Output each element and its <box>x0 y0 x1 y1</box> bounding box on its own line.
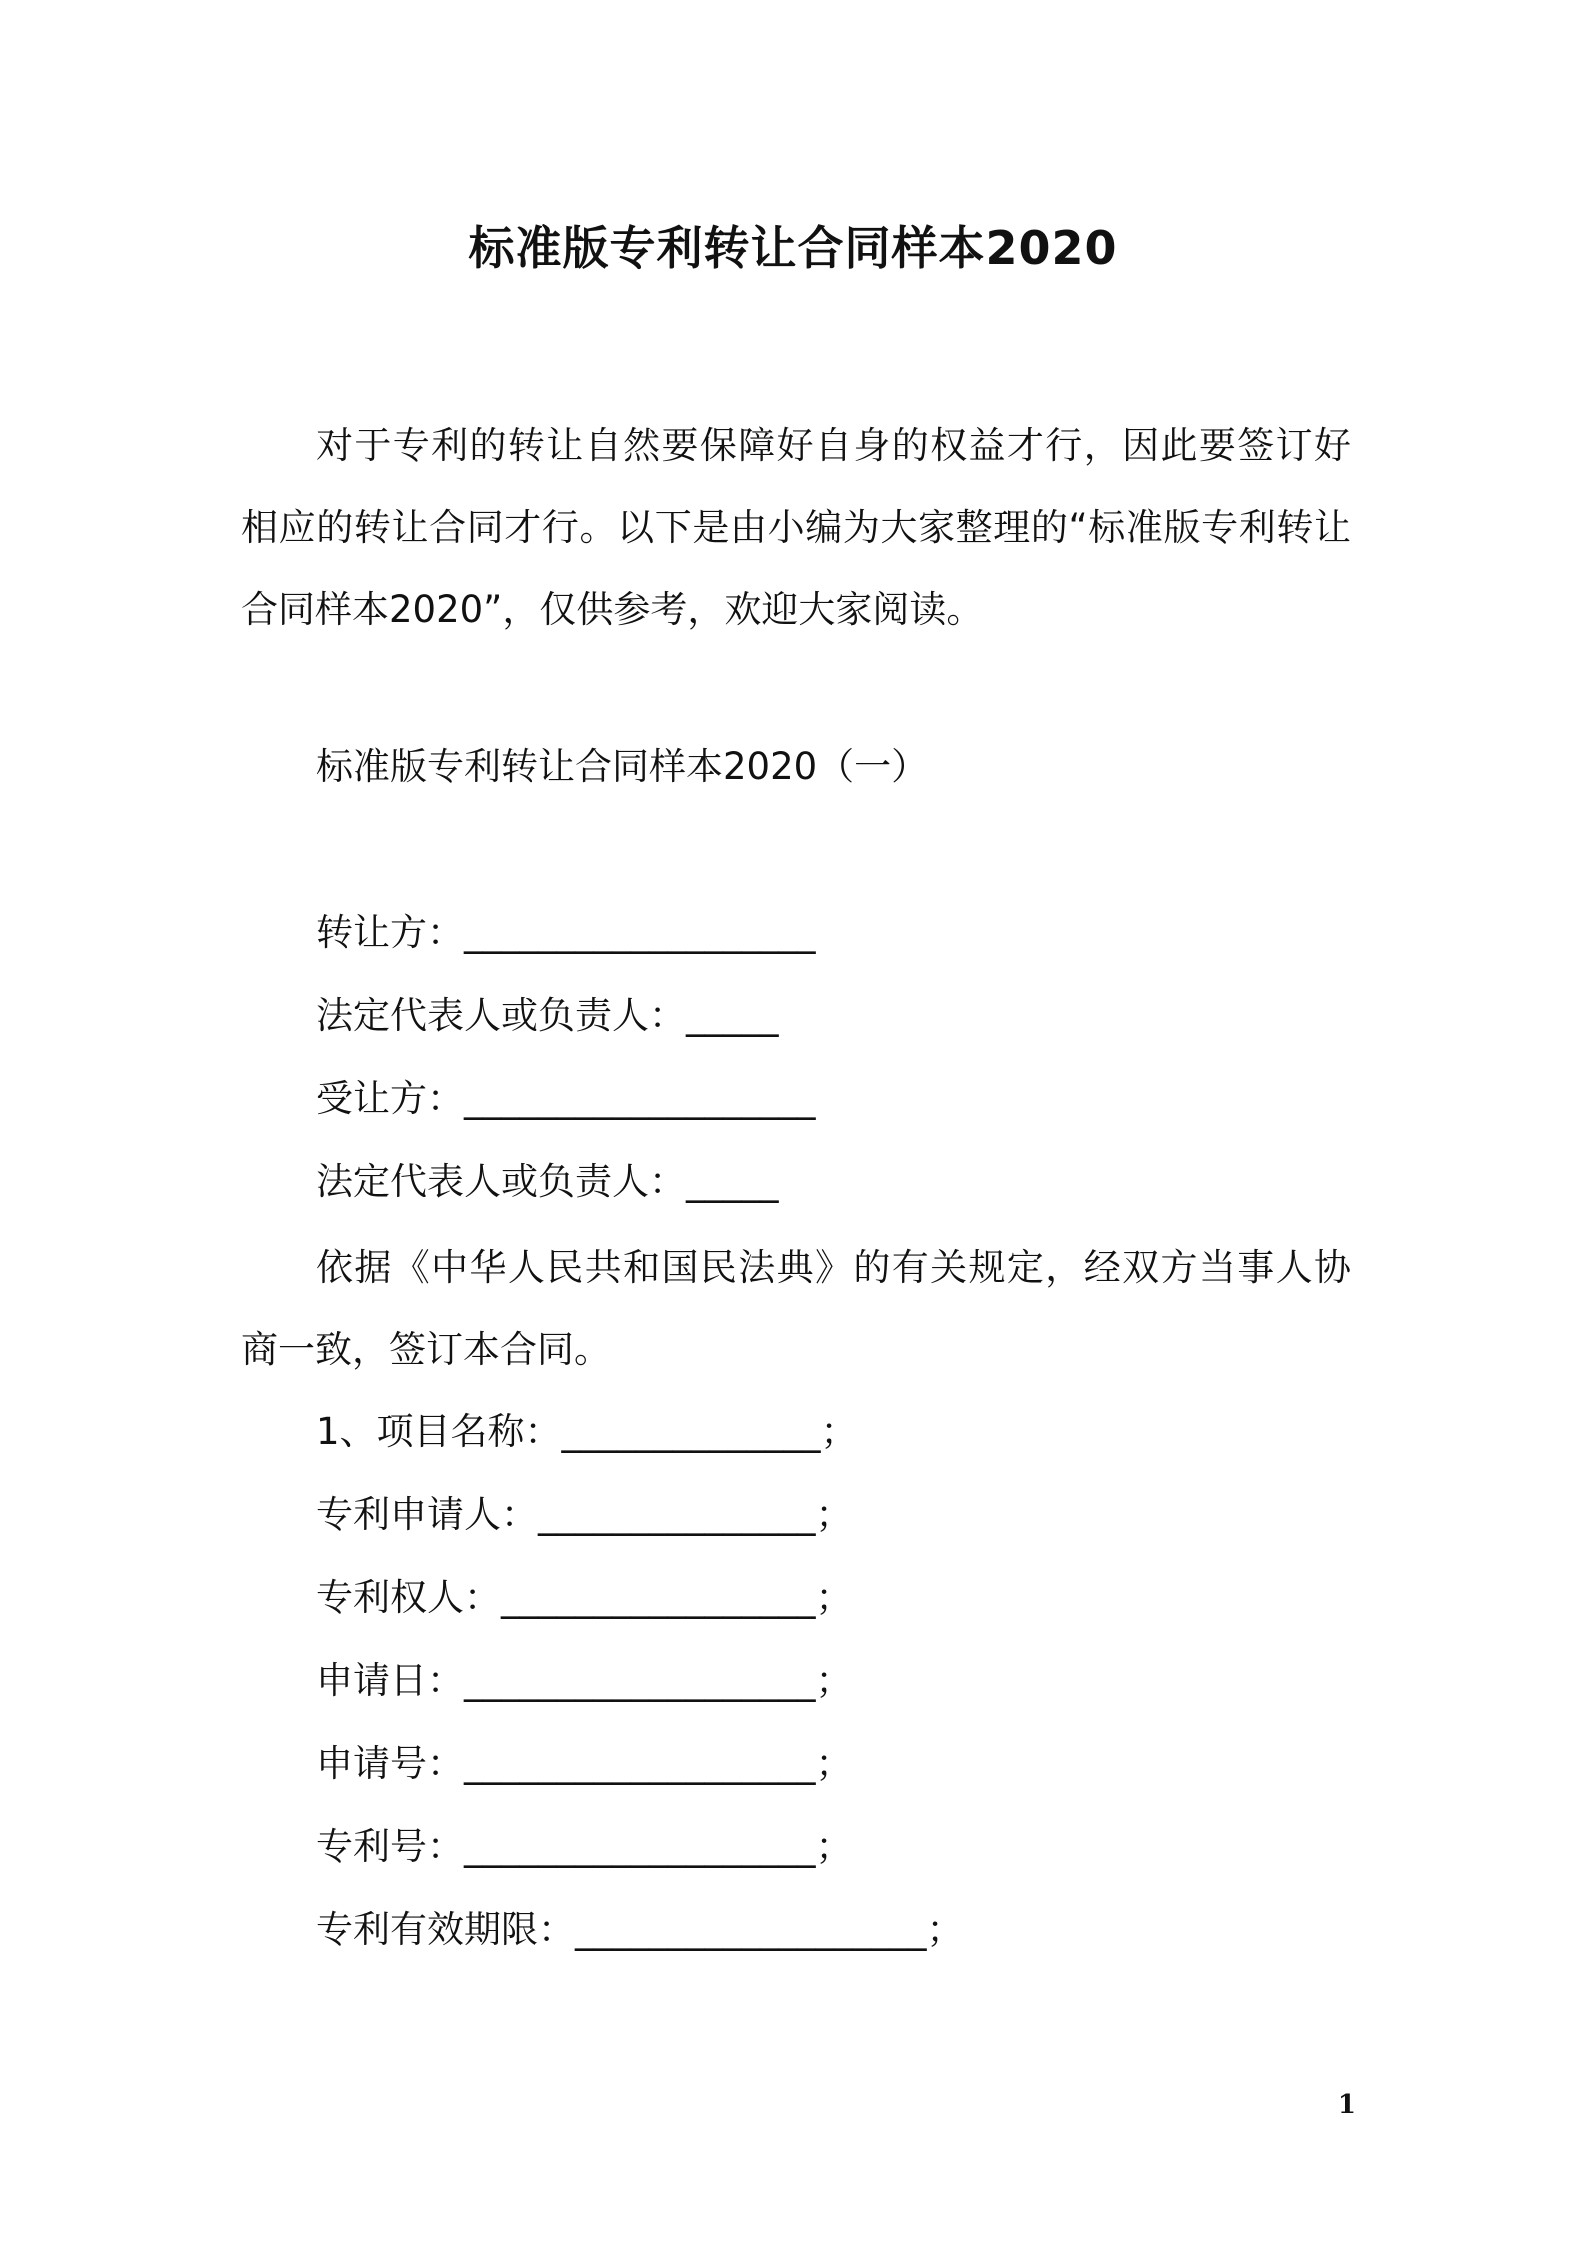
patent-number-field: 专利号：___________________； <box>316 1825 853 1868</box>
transferor-field: 转让方：___________________ <box>316 911 816 954</box>
application-number-field: 申请号：___________________； <box>316 1742 853 1785</box>
page-number: 1 <box>1337 2090 1356 2120</box>
intro-paragraph: 对于专利的转让自然要保障好自身的权益才行，因此要签订好相应的转让合同才行。以下是由小编为大家整理的“标准版专利转让合同样本2020”，仅供参考，欢迎大家阅读。 <box>241 424 1351 631</box>
transferor-representative-field: 法定代表人或负责人：_____ <box>316 994 779 1037</box>
patentee-field: 专利权人：_________________； <box>316 1576 853 1619</box>
legal-basis-paragraph: 依据《中华人民共和国民法典》的有关规定，经双方当事人协商一致，签订本合同。 <box>241 1246 1351 1371</box>
application-date-field: 申请日：___________________； <box>316 1659 853 1702</box>
validity-period-field: 专利有效期限：___________________； <box>316 1908 964 1951</box>
patent-applicant-field: 专利申请人：_______________； <box>316 1493 853 1536</box>
transferee-field: 受让方：___________________ <box>316 1077 816 1120</box>
section-heading: 标准版专利转让合同样本2020（一） <box>316 745 929 788</box>
transferee-representative-field: 法定代表人或负责人：_____ <box>316 1160 779 1203</box>
project-name-field: 1、项目名称：______________； <box>316 1410 858 1453</box>
document-title: 标准版专利转让合同样本2020 <box>468 221 1118 275</box>
